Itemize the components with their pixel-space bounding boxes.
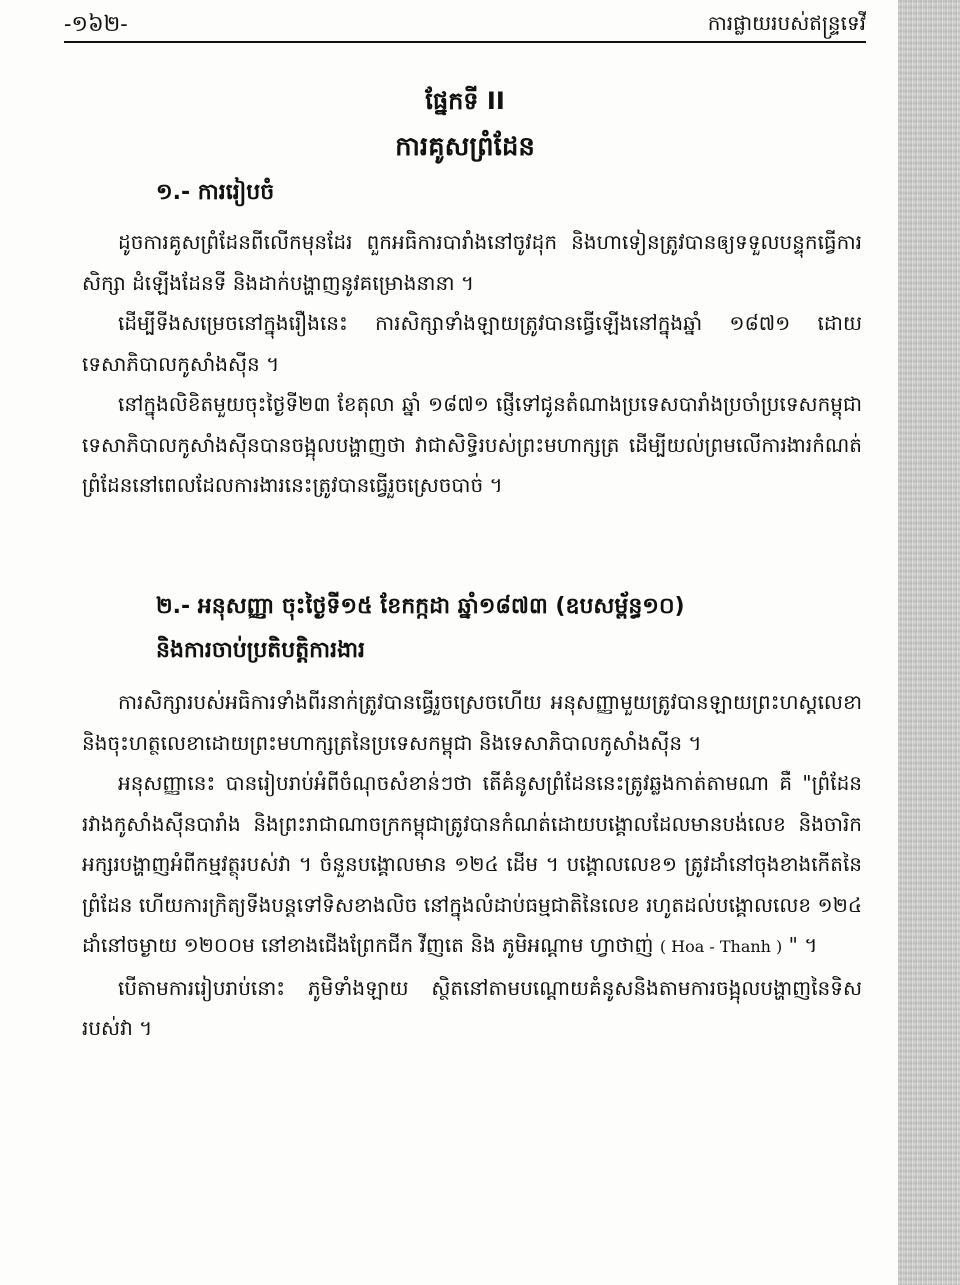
- paragraph-text: អនុសញ្ញានេះ បានរៀបរាប់អំពីចំណុចសំខាន់ៗថា តើគំនូសព្រំដែននេះត្រូវឆ្លងកាត់តាមណា គឺ "ព្រំដែនរវាងកូសាំងស៊ីនបារាំង និងព្រះរាជាណាចក្រកម្ពុជាត្រូវបានកំណត់ដោយបង្គោលដែលមានបង់លេខ និងចារិកអក្សរបង្ហាញអំពីកម្មវត្ថុរបស់វា ។ ចំនួនបង្គោលមាន ១២៤ ដើម ។ បង្គោលលេខ១ ត្រូវដាំនៅចុងខាងកើតនៃព្រំដែន ហើយការក្រិត្យទីងបន្តទៅទិសខាងលិច នៅក្នុងលំដាប់ធម្មជាតិនៃលេខ រហូតដល់បង្គោលលេខ ១២៤ ដាំនៅចម្ងាយ ១២០០ម នៅខាងជើងព្រែកជីក វីញតេ និង ភូមិអណ្ដាម ហ្វាថាញ់: [82, 771, 862, 957]
- header-divider: [64, 41, 866, 43]
- section-1-body: [82, 222, 862, 506]
- section-2-body: [82, 682, 862, 1049]
- section-1-heading: ១.- ការរៀបចំ: [156, 180, 275, 205]
- latin-place-name: ( Hoa - Thanh ): [659, 937, 783, 956]
- paragraph: [82, 763, 862, 968]
- section-2-heading: ២.- អនុសញ្ញា ចុះថ្ងៃទី១៥ ខែកក្កដា ឆ្នាំ១៨៧៣ (ឧបសម្ព័ន្ធ១០): [156, 594, 685, 619]
- paragraph: បើតាមការរៀបរាប់នោះ ភូមិទាំងឡាយ ស្ថិតនៅតាមបណ្ដោយគំនូសនិងតាមការចង្អុលបង្ហាញនៃទិសរបស់វា ។: [82, 975, 862, 1040]
- part-heading: ផ្នែកទី II: [425, 87, 505, 115]
- paragraph: នៅក្នុងលិខិតមួយចុះថ្ងៃទី២៣ ខែតុលា ឆ្នាំ ១៨៧១ ផ្ញើទៅជូនតំណាងប្រទេសបារាំងប្រចាំប្រទេសកម្ពុជា ទេសាភិបាលកូសាំងស៊ីនបានចង្អុលបង្ហាញថា វាជាសិទ្ធិរបស់ព្រះមហាក្សត្រ ដើម្បីយល់ព្រមលើការងារកំណត់ព្រំដែននៅពេលដែលការងារនេះត្រូវបានធ្វើរួចស្រេចបាច់ ។: [82, 392, 862, 497]
- scanned-page-edge: [898, 0, 960, 1285]
- part-title: ការគូសព្រំដែន: [395, 132, 535, 162]
- page-header: [64, 10, 866, 38]
- quote-end: " ។: [782, 933, 818, 957]
- page-number: -១៦២-: [64, 12, 128, 37]
- running-title: ការផ្លាយរបស់ឥន្ទ្រទេវី: [707, 11, 866, 35]
- paragraph: ដូចការគូសព្រំដែនពីលើកមុនដែរ ពួកអធិការបារាំងនៅចូវដុក និងហាទៀនត្រូវបានឲ្យទទួលបន្ទុកធ្វើការសិក្សា ដំឡើងដែនទី និងដាក់បង្ហាញនូវគម្រោងនានា ។: [82, 230, 862, 295]
- paragraph: ដើម្បីទីងសម្រេចនៅក្នុងរឿងនេះ ការសិក្សាទាំងឡាយត្រូវបានធ្វើឡើងនៅក្នុងឆ្នាំ ១៨៧១ ដោយទេសាភិបាលកូសាំងស៊ីន ។: [82, 311, 862, 376]
- paragraph: ការសិក្សារបស់អធិការទាំងពីរនាក់ត្រូវបានធ្វើរួចស្រេចហើយ អនុសញ្ញាមួយត្រូវបានឡាយព្រះហស្តលេខា និងចុះហត្ថលេខាដោយព្រះមហាក្សត្រនៃប្រទេសកម្ពុជា និងទេសាភិបាលកូសាំងស៊ីន ។: [82, 690, 862, 755]
- section-2-subheading: និងការចាប់ប្រតិបត្តិការងារ: [156, 638, 366, 663]
